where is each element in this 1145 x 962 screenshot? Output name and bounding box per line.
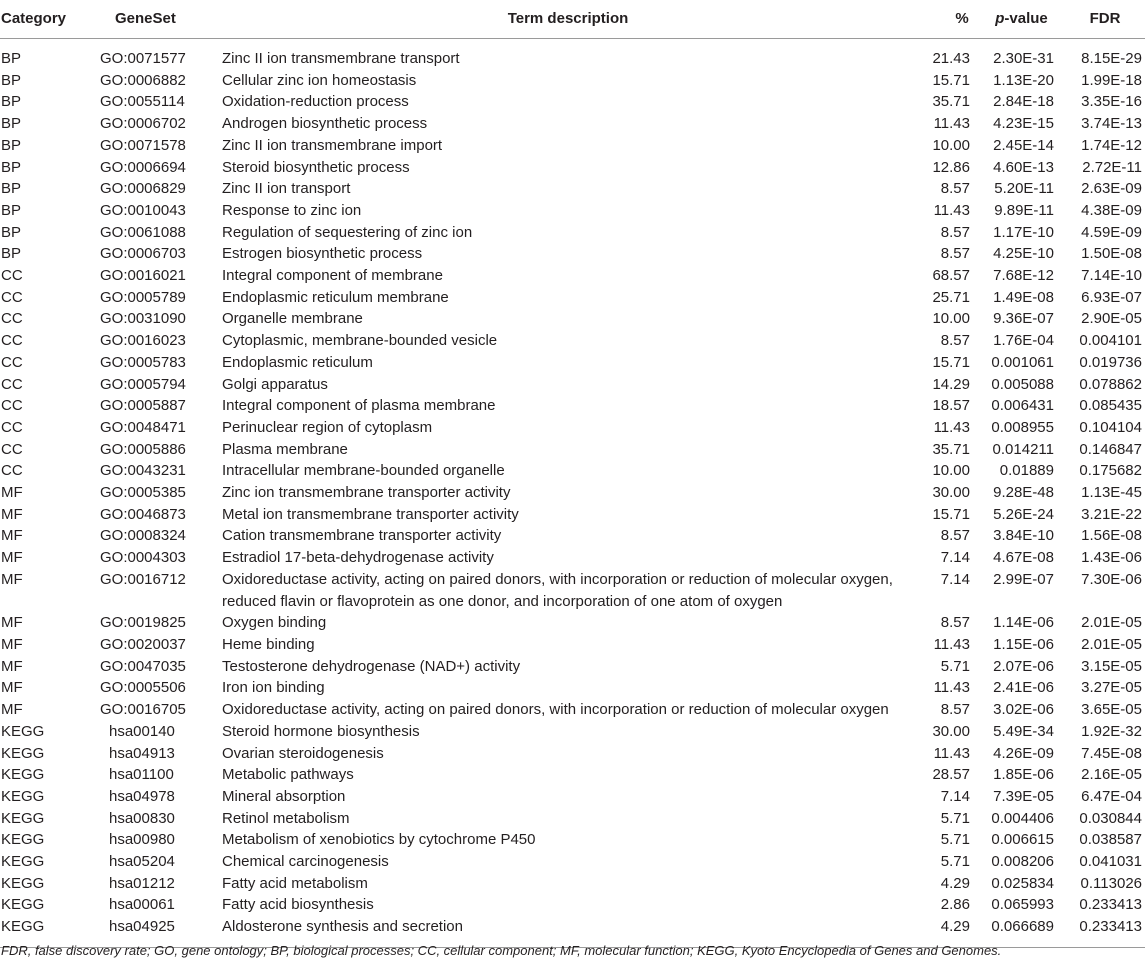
cell-p-value: 0.025834 bbox=[991, 874, 1054, 892]
cell-category: BP bbox=[1, 50, 22, 67]
cell-p-value: 0.008955 bbox=[991, 418, 1054, 436]
cell-category: CC bbox=[1, 288, 23, 306]
table-row bbox=[0, 612, 1145, 634]
cell-p-value: 9.89E-11 bbox=[994, 201, 1054, 219]
table-row bbox=[0, 873, 1145, 895]
cell-fdr: 2.01E-05 bbox=[1081, 635, 1142, 653]
cell-percent: 35.71 bbox=[932, 440, 970, 458]
cell-category: MF bbox=[1, 484, 23, 502]
cell-category: MF bbox=[1, 527, 23, 545]
cell-percent: 15.71 bbox=[932, 353, 970, 371]
cell-fdr: 1.74E-12 bbox=[1081, 136, 1142, 154]
cell-fdr: 0.146847 bbox=[1079, 440, 1142, 458]
table-row bbox=[0, 721, 1145, 743]
cell-category: CC bbox=[1, 267, 23, 285]
cell-percent: 30.00 bbox=[932, 484, 970, 502]
cell-fdr: 0.085435 bbox=[1079, 397, 1142, 415]
cell-term-description: Oxidation-reduction process bbox=[222, 93, 409, 111]
cell-p-value: 4.25E-10 bbox=[993, 245, 1054, 263]
cell-fdr: 0.038587 bbox=[1079, 831, 1142, 849]
cell-term-description: Metabolism of xenobiotics by cytochrome P450 bbox=[222, 831, 536, 849]
cell-term-description: Golgi apparatus bbox=[222, 375, 328, 393]
table-row bbox=[0, 439, 1145, 461]
table-header bbox=[0, 0, 1145, 39]
cell-percent: 25.71 bbox=[932, 288, 970, 306]
cell-percent: 28.57 bbox=[932, 766, 970, 784]
cell-fdr: 7.14E-10 bbox=[1081, 267, 1142, 285]
cell-percent: 12.86 bbox=[932, 158, 970, 176]
cell-p-value: 0.065993 bbox=[991, 896, 1054, 914]
cell-fdr: 3.27E-05 bbox=[1081, 679, 1142, 697]
cell-p-value: 9.36E-07 bbox=[993, 310, 1054, 328]
cell-term-description: Estradiol 17-beta-dehydrogenase activity bbox=[222, 549, 494, 567]
cell-percent: 68.57 bbox=[932, 267, 970, 285]
cell-p-value: 1.85E-06 bbox=[993, 766, 1054, 784]
cell-category: CC bbox=[1, 375, 23, 393]
cell-percent: 7.14 bbox=[940, 787, 970, 805]
table-row bbox=[0, 634, 1145, 656]
cell-geneset: GO:0016021 bbox=[100, 267, 186, 285]
cell-category: BP bbox=[1, 71, 22, 89]
cell-geneset: GO:0016705 bbox=[100, 701, 186, 719]
cell-percent: 11.43 bbox=[933, 418, 970, 436]
cell-term-description: Regulation of sequestering of zinc ion bbox=[222, 223, 473, 241]
table-row bbox=[0, 656, 1145, 678]
cell-p-value: 2.84E-18 bbox=[993, 93, 1054, 111]
cell-p-value: 2.30E-31 bbox=[993, 50, 1054, 67]
cell-percent: 8.57 bbox=[940, 245, 970, 263]
table-row bbox=[0, 287, 1145, 309]
cell-fdr: 0.041031 bbox=[1079, 853, 1142, 871]
cell-p-value: 1.49E-08 bbox=[993, 288, 1054, 306]
cell-geneset: GO:0005385 bbox=[100, 484, 186, 502]
cell-term-description: Fatty acid biosynthesis bbox=[222, 896, 374, 914]
cell-p-value: 1.76E-04 bbox=[993, 332, 1054, 350]
cell-geneset: hsa01212 bbox=[109, 874, 175, 892]
cell-p-value: 0.01889 bbox=[999, 462, 1054, 480]
cell-term-description: Ovarian steroidogenesis bbox=[222, 744, 384, 762]
cell-p-value: 3.84E-10 bbox=[993, 527, 1054, 545]
cell-term-description: Aldosterone synthesis and secretion bbox=[218, 916, 918, 947]
cell-term-description: Metal ion transmembrane transporter activity bbox=[222, 505, 519, 523]
cell-geneset: GO:0031090 bbox=[100, 310, 186, 328]
cell-term-description: Metabolic pathways bbox=[222, 766, 354, 784]
cell-p-value: 0.066689 bbox=[978, 916, 1065, 947]
cell-term-description: Plasma membrane bbox=[222, 440, 348, 458]
table-row bbox=[0, 157, 1145, 179]
table-row bbox=[0, 308, 1145, 330]
cell-category: MF bbox=[1, 679, 23, 697]
header-term-description: Term description bbox=[218, 0, 918, 39]
cell-term-description: Integral component of plasma membrane bbox=[222, 397, 496, 415]
cell-category: BP bbox=[1, 180, 22, 198]
cell-percent: 5.71 bbox=[940, 809, 970, 827]
cell-fdr: 1.43E-06 bbox=[1081, 549, 1142, 567]
cell-fdr: 0.233413 bbox=[1065, 916, 1145, 947]
cell-category: MF bbox=[1, 657, 23, 675]
cell-fdr: 8.15E-29 bbox=[1081, 50, 1142, 67]
cell-fdr: 0.175682 bbox=[1079, 462, 1142, 480]
cell-category: KEGG bbox=[0, 916, 88, 947]
table-row bbox=[0, 569, 1145, 612]
cell-term-description: Zinc ion transmembrane transporter activity bbox=[222, 484, 511, 502]
cell-geneset: GO:0016023 bbox=[100, 332, 186, 350]
cell-category: MF bbox=[1, 549, 23, 567]
table-row bbox=[0, 265, 1145, 287]
cell-geneset: GO:0043231 bbox=[100, 462, 186, 480]
cell-term-description: Zinc II ion transmembrane transport bbox=[222, 50, 460, 67]
cell-fdr: 3.65E-05 bbox=[1081, 701, 1142, 719]
cell-percent: 8.57 bbox=[940, 701, 970, 719]
cell-geneset: GO:0019825 bbox=[100, 614, 186, 632]
table-row bbox=[0, 829, 1145, 851]
cell-term-description: Oxygen binding bbox=[222, 614, 327, 632]
cell-geneset: GO:0016712 bbox=[100, 570, 186, 588]
table-row bbox=[0, 786, 1145, 808]
cell-p-value: 1.17E-10 bbox=[993, 223, 1054, 241]
cell-percent: 10.00 bbox=[932, 310, 970, 328]
cell-percent: 15.71 bbox=[932, 505, 970, 523]
cell-p-value: 7.39E-05 bbox=[993, 787, 1054, 805]
cell-fdr: 1.13E-45 bbox=[1081, 484, 1142, 502]
header-percent: % bbox=[918, 0, 978, 39]
cell-p-value: 2.41E-06 bbox=[993, 679, 1054, 697]
cell-geneset: GO:0048471 bbox=[100, 418, 186, 436]
cell-category: MF bbox=[1, 505, 23, 523]
cell-p-value: 5.20E-11 bbox=[994, 180, 1054, 198]
table-row bbox=[0, 330, 1145, 352]
cell-geneset: hsa05204 bbox=[109, 853, 175, 871]
table-row bbox=[0, 699, 1145, 721]
cell-percent: 21.43 bbox=[932, 50, 970, 67]
cell-category: CC bbox=[1, 418, 23, 436]
cell-geneset: hsa00061 bbox=[109, 896, 175, 914]
table-row bbox=[0, 525, 1145, 547]
cell-fdr: 6.47E-04 bbox=[1081, 787, 1142, 805]
cell-percent: 11.43 bbox=[933, 744, 970, 762]
cell-category: BP bbox=[1, 223, 22, 241]
cell-p-value: 1.15E-06 bbox=[993, 635, 1054, 653]
cell-term-description: Estrogen biosynthetic process bbox=[222, 245, 423, 263]
cell-category: BP bbox=[1, 245, 22, 263]
cell-category: MF bbox=[1, 614, 23, 632]
cell-geneset: GO:0006702 bbox=[100, 115, 186, 133]
cell-category: CC bbox=[1, 353, 23, 371]
cell-category: CC bbox=[1, 332, 23, 350]
cell-geneset: GO:0005783 bbox=[100, 353, 186, 371]
table-row bbox=[0, 894, 1145, 916]
cell-percent: 7.14 bbox=[940, 549, 970, 567]
cell-p-value: 5.49E-34 bbox=[993, 722, 1054, 740]
table-row bbox=[0, 352, 1145, 374]
table-footnote: FDR, false discovery rate; GO, gene ontology; BP, biological processes; CC, cellular component; MF, molecular function; KEGG, Kyoto Encyclopedia of Genes and Genomes. bbox=[1, 943, 1002, 958]
cell-fdr: 3.35E-16 bbox=[1081, 93, 1142, 111]
table-row bbox=[0, 39, 1145, 70]
cell-percent: 8.57 bbox=[940, 180, 970, 198]
cell-term-description: Testosterone dehydrogenase (NAD+) activity bbox=[222, 657, 521, 675]
cell-geneset: GO:0006694 bbox=[100, 158, 186, 176]
cell-geneset: GO:0005794 bbox=[100, 375, 186, 393]
cell-geneset: hsa04978 bbox=[109, 787, 175, 805]
cell-p-value: 4.67E-08 bbox=[993, 549, 1054, 567]
cell-geneset: GO:0020037 bbox=[100, 635, 186, 653]
table-row bbox=[0, 417, 1145, 439]
table-body bbox=[0, 39, 1145, 948]
table-row bbox=[0, 178, 1145, 200]
cell-term-description: Retinol metabolism bbox=[222, 809, 350, 827]
cell-category: BP bbox=[1, 201, 22, 219]
cell-percent: 11.43 bbox=[933, 635, 970, 653]
cell-geneset: GO:0008324 bbox=[100, 527, 186, 545]
cell-geneset: hsa00980 bbox=[109, 831, 175, 849]
cell-geneset: GO:0055114 bbox=[100, 93, 185, 111]
cell-geneset: GO:0005506 bbox=[100, 679, 186, 697]
cell-fdr: 0.019736 bbox=[1079, 353, 1142, 371]
cell-term-description: Steroid biosynthetic process bbox=[222, 158, 410, 176]
cell-p-value: 4.23E-15 bbox=[993, 115, 1054, 133]
cell-p-value: 9.28E-48 bbox=[993, 484, 1054, 502]
cell-term-description: Integral component of membrane bbox=[222, 267, 443, 285]
cell-category: MF bbox=[1, 570, 23, 588]
table-row bbox=[0, 808, 1145, 830]
cell-geneset: GO:0071578 bbox=[100, 136, 186, 154]
cell-term-description: Oxidoreductase activity, acting on paired donors, with incorporation or reduction of molecular oxygen, reduced flavin or flavoprotein as one donor, and incorporation of one atom of oxygen bbox=[222, 570, 893, 610]
cell-geneset: hsa00140 bbox=[109, 722, 175, 740]
cell-category: KEGG bbox=[1, 896, 45, 914]
cell-percent: 8.57 bbox=[940, 614, 970, 632]
cell-percent: 14.29 bbox=[932, 375, 970, 393]
table-row bbox=[0, 547, 1145, 569]
cell-p-value: 7.68E-12 bbox=[993, 267, 1054, 285]
cell-p-value: 1.14E-06 bbox=[993, 614, 1054, 632]
cell-geneset: GO:0010043 bbox=[100, 201, 186, 219]
cell-percent: 35.71 bbox=[932, 93, 970, 111]
cell-geneset: GO:0006882 bbox=[100, 71, 186, 89]
cell-geneset: hsa04925 bbox=[88, 916, 218, 947]
cell-p-value: 0.006431 bbox=[991, 397, 1054, 415]
cell-fdr: 2.72E-11 bbox=[1082, 158, 1142, 176]
cell-geneset: GO:0004303 bbox=[100, 549, 186, 567]
header-row bbox=[0, 0, 1145, 39]
cell-geneset: GO:0046873 bbox=[100, 505, 186, 523]
cell-term-description: Intracellular membrane-bounded organelle bbox=[222, 462, 505, 480]
cell-category: KEGG bbox=[1, 766, 45, 784]
cell-percent: 4.29 bbox=[940, 874, 970, 892]
cell-term-description: Organelle membrane bbox=[222, 310, 363, 328]
cell-p-value: 4.60E-13 bbox=[993, 158, 1054, 176]
header-p-value-italic: p bbox=[995, 10, 1005, 28]
cell-geneset: GO:0005789 bbox=[100, 288, 186, 306]
cell-term-description: Oxidoreductase activity, acting on paired donors, with incorporation or reduction of molecular oxygen bbox=[222, 701, 889, 719]
cell-fdr: 2.01E-05 bbox=[1081, 614, 1142, 632]
cell-term-description: Endoplasmic reticulum membrane bbox=[222, 288, 449, 306]
table-row bbox=[0, 135, 1145, 157]
cell-p-value: 4.26E-09 bbox=[993, 744, 1054, 762]
cell-fdr: 0.104104 bbox=[1079, 418, 1142, 436]
cell-category: BP bbox=[1, 136, 22, 154]
cell-category: CC bbox=[1, 440, 23, 458]
cell-term-description: Zinc II ion transport bbox=[222, 180, 351, 198]
table-row bbox=[0, 851, 1145, 873]
cell-term-description: Chemical carcinogenesis bbox=[222, 853, 389, 871]
table-row bbox=[0, 677, 1145, 699]
cell-category: KEGG bbox=[1, 853, 45, 871]
table-row bbox=[0, 200, 1145, 222]
cell-category: BP bbox=[1, 158, 22, 176]
cell-geneset: GO:0047035 bbox=[100, 657, 186, 675]
cell-category: KEGG bbox=[1, 831, 45, 849]
cell-p-value: 0.008206 bbox=[991, 853, 1054, 871]
cell-p-value: 0.001061 bbox=[991, 353, 1054, 371]
cell-category: MF bbox=[1, 701, 23, 719]
cell-p-value: 0.006615 bbox=[991, 831, 1054, 849]
cell-category: MF bbox=[1, 635, 23, 653]
cell-category: BP bbox=[1, 115, 22, 133]
cell-term-description: Heme binding bbox=[222, 635, 315, 653]
cell-fdr: 7.30E-06 bbox=[1081, 570, 1142, 588]
table-row bbox=[0, 482, 1145, 504]
cell-geneset: GO:0005887 bbox=[100, 397, 186, 415]
cell-category: CC bbox=[1, 397, 23, 415]
cell-category: KEGG bbox=[1, 722, 45, 740]
cell-term-description: Zinc II ion transmembrane import bbox=[222, 136, 443, 154]
table-row bbox=[0, 222, 1145, 244]
cell-term-description: Cation transmembrane transporter activity bbox=[222, 527, 502, 545]
cell-category: BP bbox=[1, 93, 22, 111]
table-row bbox=[0, 764, 1145, 786]
cell-p-value: 2.99E-07 bbox=[993, 570, 1054, 588]
cell-category: KEGG bbox=[1, 874, 45, 892]
cell-geneset: GO:0061088 bbox=[100, 223, 186, 241]
cell-percent: 15.71 bbox=[932, 71, 970, 89]
cell-fdr: 1.92E-32 bbox=[1081, 722, 1142, 740]
cell-p-value: 2.45E-14 bbox=[993, 136, 1054, 154]
cell-term-description: Iron ion binding bbox=[222, 679, 325, 697]
header-category: Category bbox=[0, 0, 88, 39]
table-row bbox=[0, 70, 1145, 92]
cell-fdr: 0.004101 bbox=[1079, 332, 1142, 350]
cell-geneset: hsa04913 bbox=[109, 744, 175, 762]
cell-percent: 11.43 bbox=[933, 201, 970, 219]
table-row bbox=[0, 504, 1145, 526]
cell-percent: 5.71 bbox=[940, 831, 970, 849]
cell-fdr: 0.030844 bbox=[1079, 809, 1142, 827]
cell-term-description: Cytoplasmic, membrane-bounded vesicle bbox=[222, 332, 498, 350]
header-fdr: FDR bbox=[1065, 0, 1145, 39]
cell-percent: 10.00 bbox=[932, 136, 970, 154]
cell-p-value: 0.005088 bbox=[991, 375, 1054, 393]
cell-fdr: 2.90E-05 bbox=[1081, 310, 1142, 328]
cell-percent: 11.43 bbox=[933, 679, 970, 697]
cell-fdr: 6.93E-07 bbox=[1081, 288, 1142, 306]
cell-fdr: 1.99E-18 bbox=[1081, 71, 1142, 89]
cell-category: CC bbox=[1, 462, 23, 480]
cell-fdr: 1.56E-08 bbox=[1081, 527, 1142, 545]
table-row bbox=[0, 113, 1145, 135]
cell-percent: 2.86 bbox=[940, 896, 970, 914]
cell-percent: 7.14 bbox=[940, 570, 970, 588]
table-row bbox=[0, 374, 1145, 396]
cell-geneset: GO:0006829 bbox=[100, 180, 186, 198]
cell-term-description: Response to zinc ion bbox=[222, 201, 362, 219]
cell-fdr: 2.16E-05 bbox=[1081, 766, 1142, 784]
cell-category: CC bbox=[1, 310, 23, 328]
cell-percent: 30.00 bbox=[932, 722, 970, 740]
cell-term-description: Steroid hormone biosynthesis bbox=[222, 722, 420, 740]
table-row bbox=[0, 460, 1145, 482]
cell-fdr: 0.113026 bbox=[1080, 874, 1142, 892]
cell-term-description: Endoplasmic reticulum bbox=[222, 353, 373, 371]
table-row bbox=[0, 743, 1145, 765]
cell-term-description: Cellular zinc ion homeostasis bbox=[222, 71, 417, 89]
cell-fdr: 7.45E-08 bbox=[1081, 744, 1142, 762]
cell-percent: 11.43 bbox=[933, 115, 970, 133]
header-p-value bbox=[978, 0, 1065, 39]
cell-p-value: 1.13E-20 bbox=[993, 71, 1054, 89]
cell-p-value: 3.02E-06 bbox=[993, 701, 1054, 719]
cell-term-description: Androgen biosynthetic process bbox=[222, 115, 428, 133]
cell-percent: 8.57 bbox=[940, 332, 970, 350]
cell-fdr: 4.38E-09 bbox=[1081, 201, 1142, 219]
cell-percent: 8.57 bbox=[940, 527, 970, 545]
cell-p-value: 2.07E-06 bbox=[993, 657, 1054, 675]
cell-category: KEGG bbox=[1, 809, 45, 827]
table-row bbox=[0, 395, 1145, 417]
cell-geneset: hsa00830 bbox=[109, 809, 175, 827]
cell-fdr: 3.15E-05 bbox=[1081, 657, 1142, 675]
cell-percent: 5.71 bbox=[940, 853, 970, 871]
cell-fdr: 3.74E-13 bbox=[1081, 115, 1142, 133]
cell-geneset: GO:0005886 bbox=[100, 440, 186, 458]
cell-term-description: Fatty acid metabolism bbox=[222, 874, 368, 892]
cell-p-value: 0.004406 bbox=[991, 809, 1054, 827]
cell-category: KEGG bbox=[1, 787, 45, 805]
cell-percent: 18.57 bbox=[932, 397, 970, 415]
cell-geneset: GO:0006703 bbox=[100, 245, 186, 263]
cell-fdr: 0.233413 bbox=[1079, 896, 1142, 914]
cell-fdr: 2.63E-09 bbox=[1081, 180, 1142, 198]
header-geneset: GeneSet bbox=[88, 0, 218, 39]
cell-percent: 4.29 bbox=[918, 916, 978, 947]
cell-category: KEGG bbox=[1, 744, 45, 762]
cell-fdr: 4.59E-09 bbox=[1081, 223, 1142, 241]
cell-term-description: Mineral absorption bbox=[222, 787, 346, 805]
table-row bbox=[0, 91, 1145, 113]
cell-p-value: 5.26E-24 bbox=[993, 505, 1054, 523]
header-p-value-suffix: -value bbox=[1004, 10, 1048, 28]
cell-percent: 8.57 bbox=[940, 223, 970, 241]
cell-fdr: 3.21E-22 bbox=[1081, 505, 1142, 523]
cell-fdr: 1.50E-08 bbox=[1081, 245, 1142, 263]
cell-geneset: GO:0071577 bbox=[100, 50, 186, 67]
cell-percent: 10.00 bbox=[932, 462, 970, 480]
cell-p-value: 0.014211 bbox=[992, 440, 1054, 458]
cell-percent: 5.71 bbox=[940, 657, 970, 675]
cell-term-description: Perinuclear region of cytoplasm bbox=[222, 418, 433, 436]
cell-fdr: 0.078862 bbox=[1079, 375, 1142, 393]
table-row bbox=[0, 243, 1145, 265]
cell-geneset: hsa01100 bbox=[109, 766, 174, 784]
